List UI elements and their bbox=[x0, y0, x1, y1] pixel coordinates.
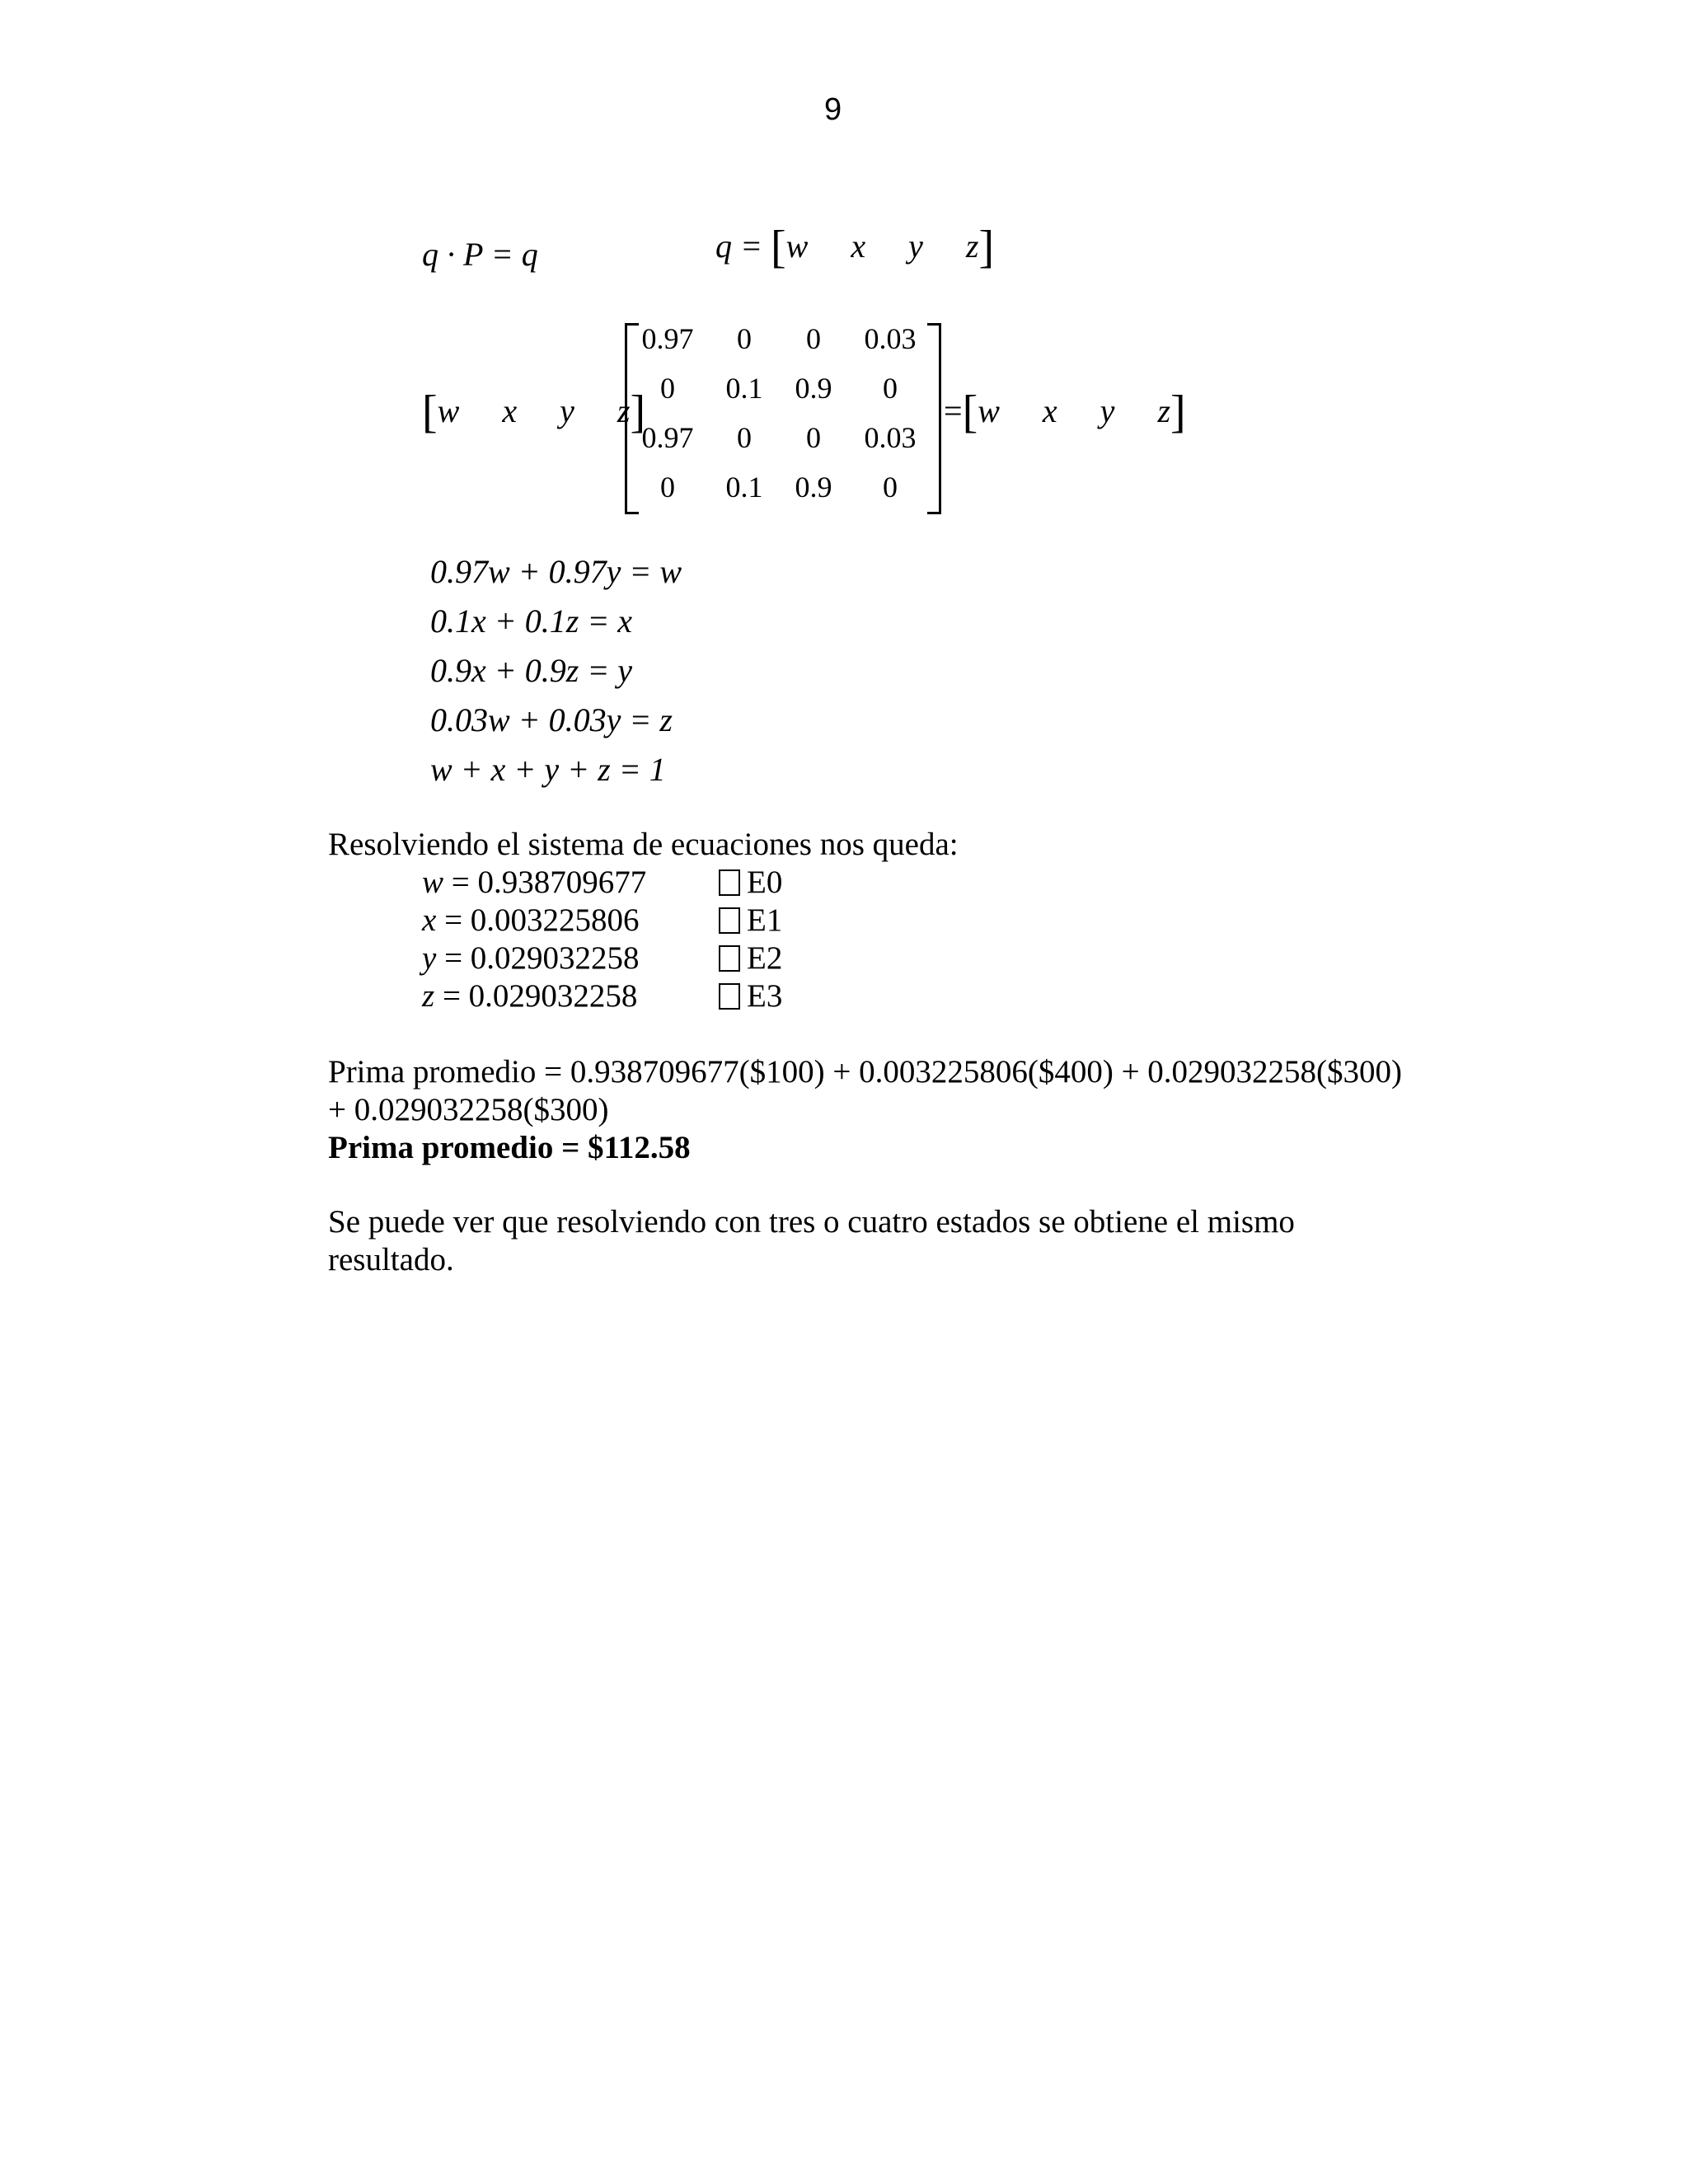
equals-sign: = bbox=[944, 392, 963, 429]
row-vector-left: [w x y z] bbox=[422, 387, 646, 438]
matrix-cell-r4-c2: 0.1 bbox=[725, 471, 763, 504]
matrix-cell-r3-c2: 0 bbox=[737, 421, 752, 454]
system-equation-2: 0.1x + 0.1z = x bbox=[430, 602, 633, 640]
missing-glyph-icon bbox=[719, 983, 740, 1010]
system-equation-3: 0.9x + 0.9z = y bbox=[430, 652, 633, 689]
solution-row bbox=[422, 940, 640, 977]
vector-var-w: w bbox=[785, 227, 809, 265]
vector-var-z: z bbox=[965, 227, 979, 265]
solution-row bbox=[422, 864, 646, 901]
solution-state bbox=[719, 864, 782, 901]
state-label: E1 bbox=[747, 902, 783, 938]
premium-formula-line2: + 0.029032258($300) bbox=[328, 1092, 609, 1127]
matrix-cell-r2-c2: 0.1 bbox=[725, 372, 763, 405]
solution-value: = 0.029032258 bbox=[442, 978, 638, 1014]
solution-value: = 0.003225806 bbox=[444, 902, 640, 938]
vector-var-y: y bbox=[908, 227, 923, 265]
solution-state bbox=[719, 902, 782, 939]
q-def-lhs: q = bbox=[715, 227, 762, 265]
matrix-cell-r4-c3: 0.9 bbox=[795, 471, 832, 504]
solution-intro: Resolviendo el sistema de ecuaciones nos queda: bbox=[328, 827, 959, 862]
solution-value: = 0.029032258 bbox=[444, 940, 640, 976]
solution-row bbox=[422, 977, 637, 1015]
stationary-equation: q · P = q bbox=[422, 236, 538, 273]
matrix-cell-r1-c3: 0 bbox=[806, 322, 821, 355]
missing-glyph-icon bbox=[719, 907, 740, 934]
q-vector-definition: q = [w x y z] bbox=[715, 222, 995, 273]
matrix-cell-r3-c1: 0.97 bbox=[641, 421, 694, 454]
missing-glyph-icon bbox=[719, 945, 740, 972]
state-label: E0 bbox=[747, 865, 783, 900]
solution-var: z bbox=[422, 978, 435, 1014]
matrix-cell-r4-c1: 0 bbox=[660, 471, 675, 504]
solution-var: y bbox=[422, 940, 437, 976]
matrix-cell-r1-c2: 0 bbox=[737, 322, 752, 355]
matrix-cell-r1-c4: 0.03 bbox=[864, 322, 917, 355]
missing-glyph-icon bbox=[719, 869, 740, 896]
matrix-cell-r2-c1: 0 bbox=[660, 372, 675, 405]
row-vector-right: =[w x y z] bbox=[944, 387, 1186, 438]
solution-state bbox=[719, 977, 782, 1015]
conclusion-line1: Se puede ver que resolviendo con tres o cuatro estados se obtiene el mismo bbox=[328, 1204, 1295, 1240]
system-equation-1: 0.97w + 0.97y = w bbox=[430, 553, 682, 590]
solution-var: w bbox=[422, 865, 444, 900]
solution-value: = 0.938709677 bbox=[451, 865, 647, 900]
system-equation-5: w + x + y + z = 1 bbox=[430, 751, 666, 788]
premium-result: Prima promedio = $112.58 bbox=[328, 1130, 691, 1165]
matrix-cell-r4-c4: 0 bbox=[883, 471, 898, 504]
matrix-cell-r3-c4: 0.03 bbox=[864, 421, 917, 454]
vector-var-x: x bbox=[851, 227, 866, 265]
solution-state bbox=[719, 940, 782, 977]
system-equation-4: 0.03w + 0.03y = z bbox=[430, 701, 673, 738]
page-number: 9 bbox=[824, 92, 842, 127]
solution-var: x bbox=[422, 902, 437, 938]
matrix-cell-r2-c3: 0.9 bbox=[795, 372, 832, 405]
conclusion-line2: resultado. bbox=[328, 1242, 454, 1277]
matrix-cell-r1-c1: 0.97 bbox=[641, 322, 694, 355]
matrix-cell-r2-c4: 0 bbox=[883, 372, 898, 405]
premium-formula-line1: Prima promedio = 0.938709677($100) + 0.003225806($400) + 0.029032258($300) bbox=[328, 1054, 1403, 1090]
solution-row bbox=[422, 902, 640, 939]
state-label: E3 bbox=[747, 978, 783, 1014]
state-label: E2 bbox=[747, 940, 783, 976]
matrix-cell-r3-c3: 0 bbox=[806, 421, 821, 454]
